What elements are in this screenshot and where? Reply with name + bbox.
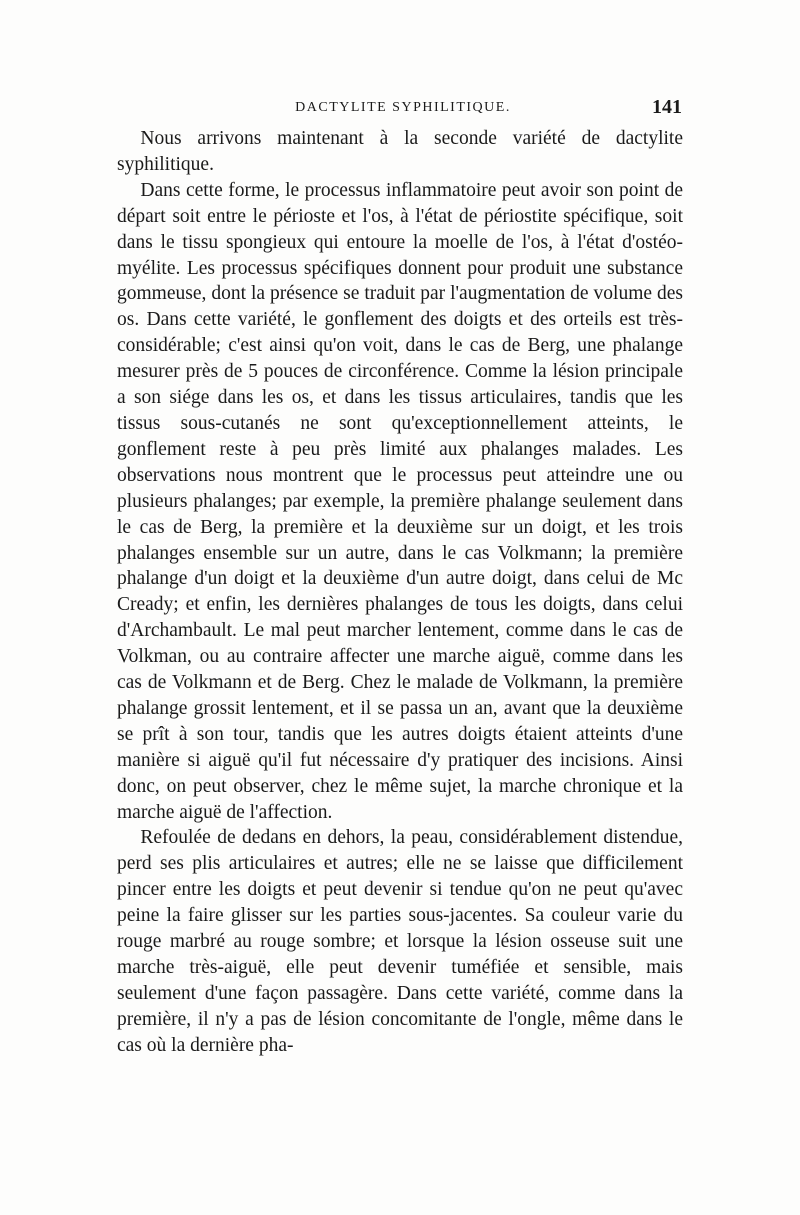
paragraph: Refoulée de dedans en dehors, la peau, considérablement distendue, perd ses plis articulaires et autres; elle ne se laisse que difficilement pincer entre les doigts et peut devenir si tendue qu'on ne peut qu'avec peine la faire glisser sur les parties sous-jacentes. Sa couleur varie du rouge marbré au rouge sombre; et lorsque la lésion osseuse suit une marche très-aiguë, elle peut devenir tuméfiée et sensible, mais seulement d'une façon passagère. Dans cette variété, comme dans la première, il n'y a pas de lésion concomitante de l'ongle, même dans le cas où la dernière pha- [117,827,683,1056]
paragraph: Nous arrivons maintenant à la seconde variété de dactylite syphilitique. [117,128,683,175]
running-title: DACTYLITE SYPHILITIQUE. [295,100,511,115]
page-number: 141 [652,96,682,118]
running-head [118,96,688,122]
paragraph: Dans cette forme, le processus inflammatoire peut avoir son point de départ soit entre le périoste et l'os, à l'état de périostite spécifique, soit dans le tissu spongieux qui entoure la moelle de l'os, à l'état d'ostéo-myélite. Les processus spécifiques donnent pour produit une substance gommeuse, dont la présence se traduit par l'augmentation de volume des os. Dans cette variété, le gonflement des doigts et des orteils est très-considérable; c'est ainsi qu'on voit, dans le cas de Berg, une phalange mesurer près de 5 pouces de circonférence. Comme la lésion principale a son siége dans les os, et dans les tissus articulaires, tandis que les tissus sous-cutanés ne sont qu'exceptionnellement atteints, le gonflement reste à peu près limité aux phalanges malades. Les observations nous montrent que le processus peut atteindre une ou plusieurs phalanges; par exemple, la première phalange seulement dans le cas de Berg, la première et la deuxième sur un doigt, et les trois phalanges ensemble sur un autre, dans le cas Volkmann; la première phalange d'un doigt et la deuxième d'un autre doigt, dans celui de Mc Cready; et enfin, les dernières phalanges de tous les doigts, dans celui d'Archambault. Le mal peut marcher lentement, comme dans le cas de Volkman, ou au contraire affecter une marche aiguë, comme dans les cas de Volkmann et de Berg. Chez le malade de Volkmann, la première phalange grossit lentement, et il se passa un an, avant que la deuxième se prît à son tour, tandis que les autres doigts étaient atteints d'une manière si aiguë qu'il fut nécessaire d'y pratiquer des incisions. Ainsi donc, on peut observer, chez le même sujet, la marche chronique et la marche aiguë de l'affection. [117,179,683,823]
body-text [117,126,683,1059]
